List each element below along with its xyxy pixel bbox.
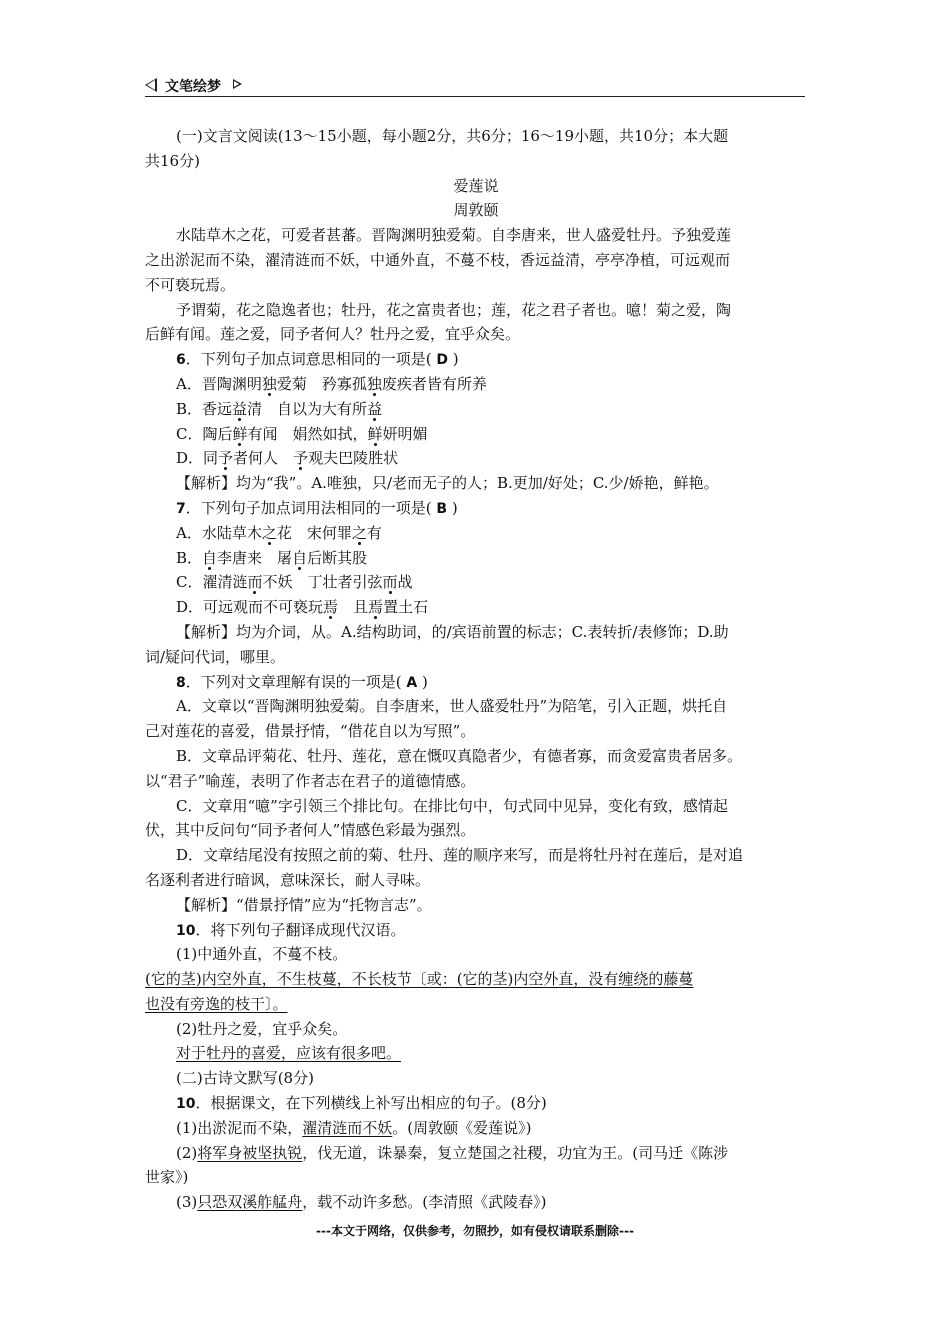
dotted-word: 鲜 — [232, 424, 248, 443]
dotted-word: 益 — [232, 399, 248, 418]
question-number: 10 — [176, 922, 196, 939]
right-triangle-icon — [233, 79, 242, 89]
fill-item-2 — [145, 1141, 807, 1166]
option-text: 李唐来 屠 — [217, 548, 293, 567]
question-stem: ．根据课文，在下列横线上补写出相应的句子。(8分) — [195, 1094, 547, 1113]
passage-line: 之出淤泥而不染，濯清涟而不妖，中通外直，不蔓不枝，香远益清，亭亭净植，可远观而 — [145, 250, 731, 269]
option-text: 花 宋何罪 — [276, 523, 352, 542]
item-text: (3) — [176, 1193, 198, 1212]
passage-line: 予谓菊，花之隐逸者也；牡丹，花之富贵者也；莲，花之君子者也。噫！菊之爱，陶 — [176, 300, 732, 319]
dotted-word: 自 — [202, 548, 218, 567]
section-intro: (一)文言文阅读(13～15小题，每小题2分，共6分；16～19小题，共10分；本大题 — [176, 127, 729, 145]
option-text: 后断其股 — [307, 548, 368, 567]
item-text: (2) — [176, 1143, 198, 1162]
paren-close: ) — [452, 350, 459, 369]
option-b: B．文章品评菊花、牡丹、莲花，意在慨叹真隐者少，有德者寡，而贪爱富贵者居多。 — [176, 746, 743, 765]
option-text: A．水陆草木 — [176, 523, 262, 542]
passage-line: 不可亵玩焉。 — [145, 275, 236, 294]
answer-key: A — [406, 674, 418, 691]
option-text: 有 — [366, 523, 382, 542]
option-text: C．濯清涟 — [176, 573, 248, 592]
paren-close: ) — [451, 498, 458, 517]
dotted-word: 之 — [261, 523, 277, 542]
option-text: 者何人 — [233, 449, 294, 468]
underlined-answer: 濯清涟而不妖 — [302, 1118, 393, 1137]
option-c: C．文章用“噫”字引领三个排比句。在排比句中，句式同中见异，变化有致，感情起 — [176, 796, 728, 815]
dotted-word: 焉 — [368, 598, 384, 617]
answer-key: B — [436, 500, 448, 517]
page-footer: ---本文于网络，仅供参考，勿照抄，如有侵权请联系删除--- — [316, 1224, 634, 1238]
answer-1-cont — [145, 992, 807, 1017]
option-text: D．可远观而不可亵玩 — [176, 598, 324, 617]
left-triangle-icon — [145, 78, 157, 92]
dotted-word: 而 — [247, 573, 263, 592]
question-number: 7 — [176, 500, 186, 517]
fill-item-1 — [145, 1116, 807, 1141]
sentence-2: (2)牡丹之爱，宜乎众矣。 — [176, 1019, 348, 1038]
option-text: 爱菊 矜寡孤 — [276, 374, 367, 393]
passage-line: 后鲜有闻。莲之爱，同予者何人？牡丹之爱，宜乎众矣。 — [145, 325, 521, 344]
question-number: 10 — [176, 1096, 196, 1113]
question-stem: ．将下列句子翻译成现代汉语。 — [195, 920, 406, 939]
fill-item-2-cont: 世家》) — [145, 1168, 189, 1187]
dotted-word: 益 — [367, 399, 383, 418]
analysis-cont: 词/疑问代词，哪里。 — [145, 647, 286, 666]
question-number: 6 — [176, 352, 186, 369]
option-a — [145, 372, 807, 397]
option-c — [145, 422, 807, 447]
option-c — [145, 570, 807, 595]
option-text: 观夫巴陵胜状 — [308, 449, 399, 468]
option-a — [145, 521, 807, 546]
analysis: 【解析】均为介词，从。A.结构助词，的/宾语前置的标志；C.表转折/表修饰；D.助 — [176, 622, 729, 641]
dotted-word: 焉 — [323, 598, 339, 617]
underlined-answer: 也没有旁逸的枝干〕。 — [145, 994, 288, 1013]
option-b-cont: 以“君子”喻莲，表明了作者志在君子的道德情感。 — [145, 771, 476, 790]
dotted-word: 鲜 — [367, 424, 383, 443]
question-8 — [145, 670, 807, 695]
option-d: D．文章结尾没有按照之前的菊、牡丹、莲的顺序来写，而是将牡丹衬在莲后，是对追 — [176, 846, 744, 865]
item-text: ，伐无道，诛暴秦，复立楚国之社稷，功宜为王。(司马迁《陈涉 — [302, 1143, 729, 1162]
analysis: 【解析】“借景抒情”应为“托物言志”。 — [176, 895, 432, 914]
option-text: B． — [176, 548, 203, 567]
option-text: 妍明媚 — [382, 424, 428, 443]
option-d-cont: 名逐利者进行暗讽，意味深长，耐人寻味。 — [145, 870, 431, 889]
option-text: C．陶后 — [176, 424, 233, 443]
item-text: ，载不动许多愁。(李清照《武陵春》) — [302, 1193, 547, 1212]
option-d — [145, 446, 807, 471]
option-text: 不妖 丁壮者引弦 — [262, 573, 383, 592]
option-b — [145, 397, 807, 422]
question-10-translate — [145, 918, 807, 943]
dotted-word: 独 — [261, 374, 277, 393]
item-text: (1)出淤泥而不染， — [176, 1118, 303, 1137]
document-body — [145, 124, 807, 1215]
question-10-fill — [145, 1091, 807, 1116]
option-a-cont: 己对莲花的喜爱，借景抒情，“借花自以为写照”。 — [145, 722, 476, 741]
option-a: A．文章以“晋陶渊明独爱菊。自李唐来，世人盛爱牡丹”为陪笔，引入正题，烘托自 — [176, 697, 728, 716]
dotted-word: 而 — [382, 573, 398, 592]
dotted-word: 予 — [218, 449, 234, 468]
dotted-word: 独 — [366, 374, 382, 393]
analysis: 【解析】均为“我”。A.唯独，只/老而无子的人；B.更加/好处；C.少/娇艳，鲜艳。 — [176, 474, 719, 493]
answer-2 — [145, 1041, 807, 1066]
underlined-answer: 对于牡丹的喜爱，应该有很多吧。 — [176, 1044, 402, 1063]
option-text: 置土石 — [383, 598, 429, 617]
dotted-word: 自 — [292, 548, 308, 567]
underlined-answer: (它的茎)内空外直，不生枝蔓，不长枝节〔或：(它的茎)内空外直，没有缠绕的藤蔓 — [145, 970, 694, 989]
underlined-answer: 只恐双溪舴艋舟 — [197, 1193, 303, 1212]
option-b — [145, 546, 807, 571]
question-number: 8 — [176, 674, 186, 691]
option-c-cont: 伏，其中反问句“同予者何人”情感色彩最为强烈。 — [145, 821, 476, 840]
brand-title: 文笔绘梦 — [165, 79, 221, 95]
option-text: 废疾者皆有所养 — [381, 374, 487, 393]
question-6 — [145, 347, 807, 372]
option-text: 战 — [397, 573, 413, 592]
section-intro-cont: 共16分) — [145, 151, 200, 170]
option-text: 清 自以为大有所 — [247, 399, 368, 418]
passage-line: 水陆草木之花，可爱者甚蕃。晋陶渊明独爱菊。自李唐来，世人盛爱牡丹。予独爱莲 — [176, 226, 732, 245]
option-text: D．同 — [176, 449, 219, 468]
option-text: 有闻 娟然如拭， — [247, 424, 368, 443]
item-text: 。(周敦颐《爱莲说》) — [392, 1118, 532, 1137]
option-text: B．香远 — [176, 399, 233, 418]
question-stem: ．下列句子加点词意思相同的一项是( — [185, 350, 432, 369]
passage-author: 周敦颐 — [453, 201, 499, 220]
dotted-word: 之 — [351, 523, 367, 542]
sentence-1: (1)中通外直，不蔓不枝。 — [176, 945, 348, 964]
answer-key: D — [436, 352, 449, 369]
page-header — [145, 74, 805, 97]
fill-item-3 — [145, 1190, 807, 1215]
option-text: 且 — [338, 598, 369, 617]
option-d — [145, 595, 807, 620]
passage-title: 爱莲说 — [453, 176, 499, 195]
answer-1 — [145, 967, 807, 992]
underlined-answer: 将军身被坚执锐 — [197, 1143, 303, 1162]
question-stem: ．下列对文章理解有误的一项是( — [185, 672, 402, 691]
option-text: A．晋陶渊明 — [176, 374, 262, 393]
dotted-word: 予 — [293, 449, 309, 468]
question-7 — [145, 496, 807, 521]
section-2-heading: (二)古诗文默写(8分) — [176, 1069, 314, 1088]
question-stem: ．下列句子加点词用法相同的一项是( — [185, 498, 432, 517]
paren-close: ) — [422, 672, 428, 691]
